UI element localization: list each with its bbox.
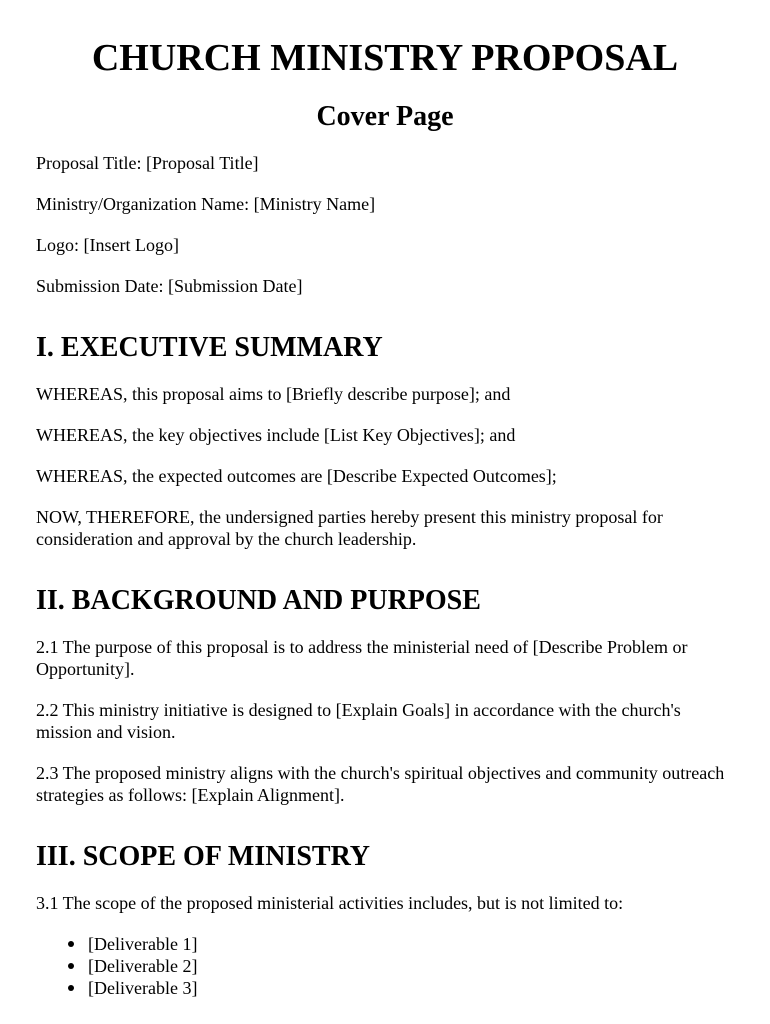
executive-summary-body — [36, 383, 734, 550]
clause-2-3: 2.3 The proposed ministry aligns with the church's spiritual objectives and community outreach strategies as follows: [Explain Alignment]. — [36, 763, 725, 805]
background-purpose-heading: II. BACKGROUND AND PURPOSE — [36, 585, 481, 616]
whereas-outcomes-paragraph: WHEREAS, the expected outcomes are [Describe Expected Outcomes]; — [36, 466, 557, 486]
deliverables-list — [36, 933, 734, 999]
proposal-title-field: Proposal Title: [Proposal Title] — [36, 153, 259, 173]
list-item — [64, 955, 734, 977]
whereas-objectives-paragraph: WHEREAS, the key objectives include [List Key Objectives]; and — [36, 425, 516, 445]
logo-field: Logo: [Insert Logo] — [36, 235, 179, 255]
submission-date-field: Submission Date: [Submission Date] — [36, 276, 303, 296]
whereas-purpose-paragraph: WHEREAS, this proposal aims to [Briefly describe purpose]; and — [36, 384, 511, 404]
cover-fields — [36, 152, 734, 297]
ministry-name-field: Ministry/Organization Name: [Ministry Name] — [36, 194, 376, 214]
cover-page-heading: Cover Page — [316, 101, 454, 132]
scope-heading: III. SCOPE OF MINISTRY — [36, 841, 371, 872]
list-item — [64, 933, 734, 955]
now-therefore-paragraph: NOW, THEREFORE, the undersigned parties hereby present this ministry proposal for consideration and approval by the church leadership. — [36, 507, 663, 549]
bullet-icon — [68, 963, 74, 969]
clause-2-1: 2.1 The purpose of this proposal is to address the ministerial need of [Describe Problem or Opportunity]. — [36, 637, 688, 679]
clause-3-1: 3.1 The scope of the proposed ministerial activities includes, but is not limited to: — [36, 893, 624, 913]
clause-2-2: 2.2 This ministry initiative is designed to [Explain Goals] in accordance with the church's mission and vision. — [36, 700, 681, 742]
list-item — [64, 977, 734, 999]
document-title: CHURCH MINISTRY PROPOSAL — [91, 37, 679, 79]
scope-body — [36, 892, 734, 999]
deliverable-label: [Deliverable 1] — [88, 934, 198, 954]
bullet-icon — [68, 941, 74, 947]
bullet-icon — [68, 985, 74, 991]
background-purpose-body — [36, 636, 734, 806]
deliverable-label: [Deliverable 3] — [88, 978, 198, 998]
executive-summary-heading: I. EXECUTIVE SUMMARY — [36, 332, 383, 363]
deliverable-label: [Deliverable 2] — [88, 956, 198, 976]
